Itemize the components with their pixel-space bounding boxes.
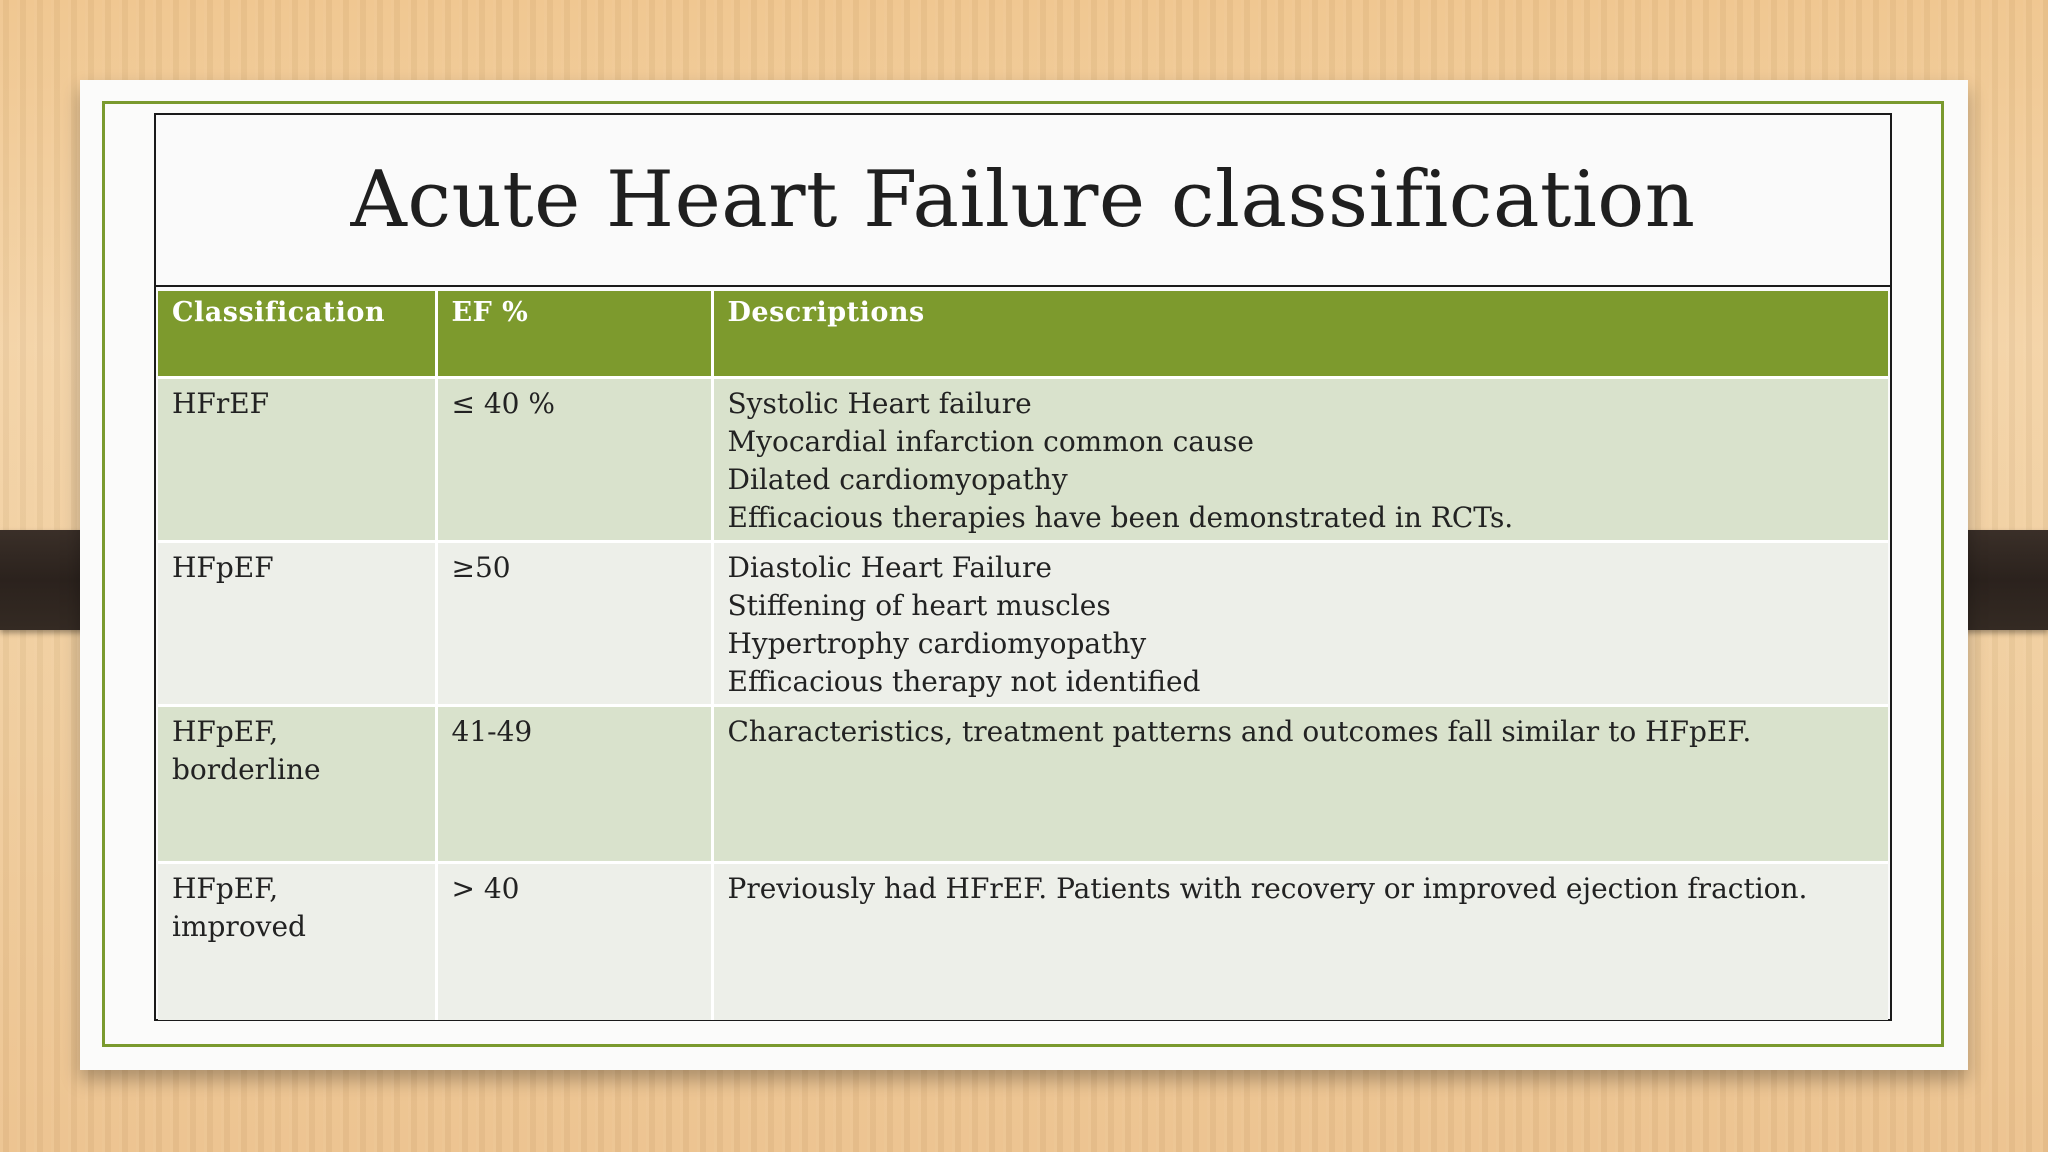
cell-descriptions (712, 541, 1888, 705)
classification-text: HFpEF, (172, 714, 279, 748)
slide-title: Acute Heart Failure classification (350, 155, 1696, 245)
header-ef-percent: EF % (436, 291, 712, 377)
cell-classification (158, 377, 436, 541)
ef-value: > 40 (451, 871, 520, 905)
cell-ef (436, 377, 712, 541)
classification-text: HFrEF (172, 386, 270, 420)
table-row (158, 862, 1888, 1020)
description-line: Hypertrophy cardiomyopathy (727, 626, 1147, 660)
description-line: Characteristics, treatment patterns and outcomes fall similar to HFpEF. (727, 714, 1752, 748)
slide-content (154, 113, 1892, 1021)
cell-classification (158, 541, 436, 705)
slide (80, 80, 1968, 1070)
classification-text: improved (172, 909, 306, 943)
description-line: Myocardial infarction common cause (727, 424, 1254, 458)
classification-text: HFpEF (172, 550, 274, 584)
cell-classification (158, 862, 436, 1020)
cell-descriptions (712, 862, 1888, 1020)
classification-text: HFpEF, (172, 871, 279, 905)
cell-ef (436, 705, 712, 862)
cell-descriptions (712, 377, 1888, 541)
title-area (156, 115, 1890, 287)
cell-descriptions (712, 705, 1888, 862)
table-row (158, 377, 1888, 541)
cell-ef (436, 862, 712, 1020)
table-row (158, 705, 1888, 862)
header-descriptions: Descriptions (712, 291, 1888, 377)
ef-value: ≤ 40 % (451, 386, 555, 420)
table-header-row (158, 291, 1888, 377)
cell-ef (436, 541, 712, 705)
description-line: Previously had HFrEF. Patients with recovery or improved ejection fraction. (727, 871, 1808, 905)
classification-table (158, 291, 1888, 1020)
cell-classification (158, 705, 436, 862)
description-line: Efficacious therapy not identified (727, 664, 1201, 698)
ef-value: 41-49 (451, 714, 533, 748)
table-row (158, 541, 1888, 705)
description-line: Diastolic Heart Failure (727, 550, 1052, 584)
header-classification: Classification (158, 291, 436, 377)
description-line: Systolic Heart failure (727, 386, 1032, 420)
description-line: Dilated cardiomyopathy (727, 462, 1068, 496)
description-line: Efficacious therapies have been demonstrated in RCTs. (727, 500, 1514, 534)
ef-value: ≥50 (451, 550, 511, 584)
description-line: Stiffening of heart muscles (727, 588, 1111, 622)
classification-text: borderline (172, 752, 321, 786)
